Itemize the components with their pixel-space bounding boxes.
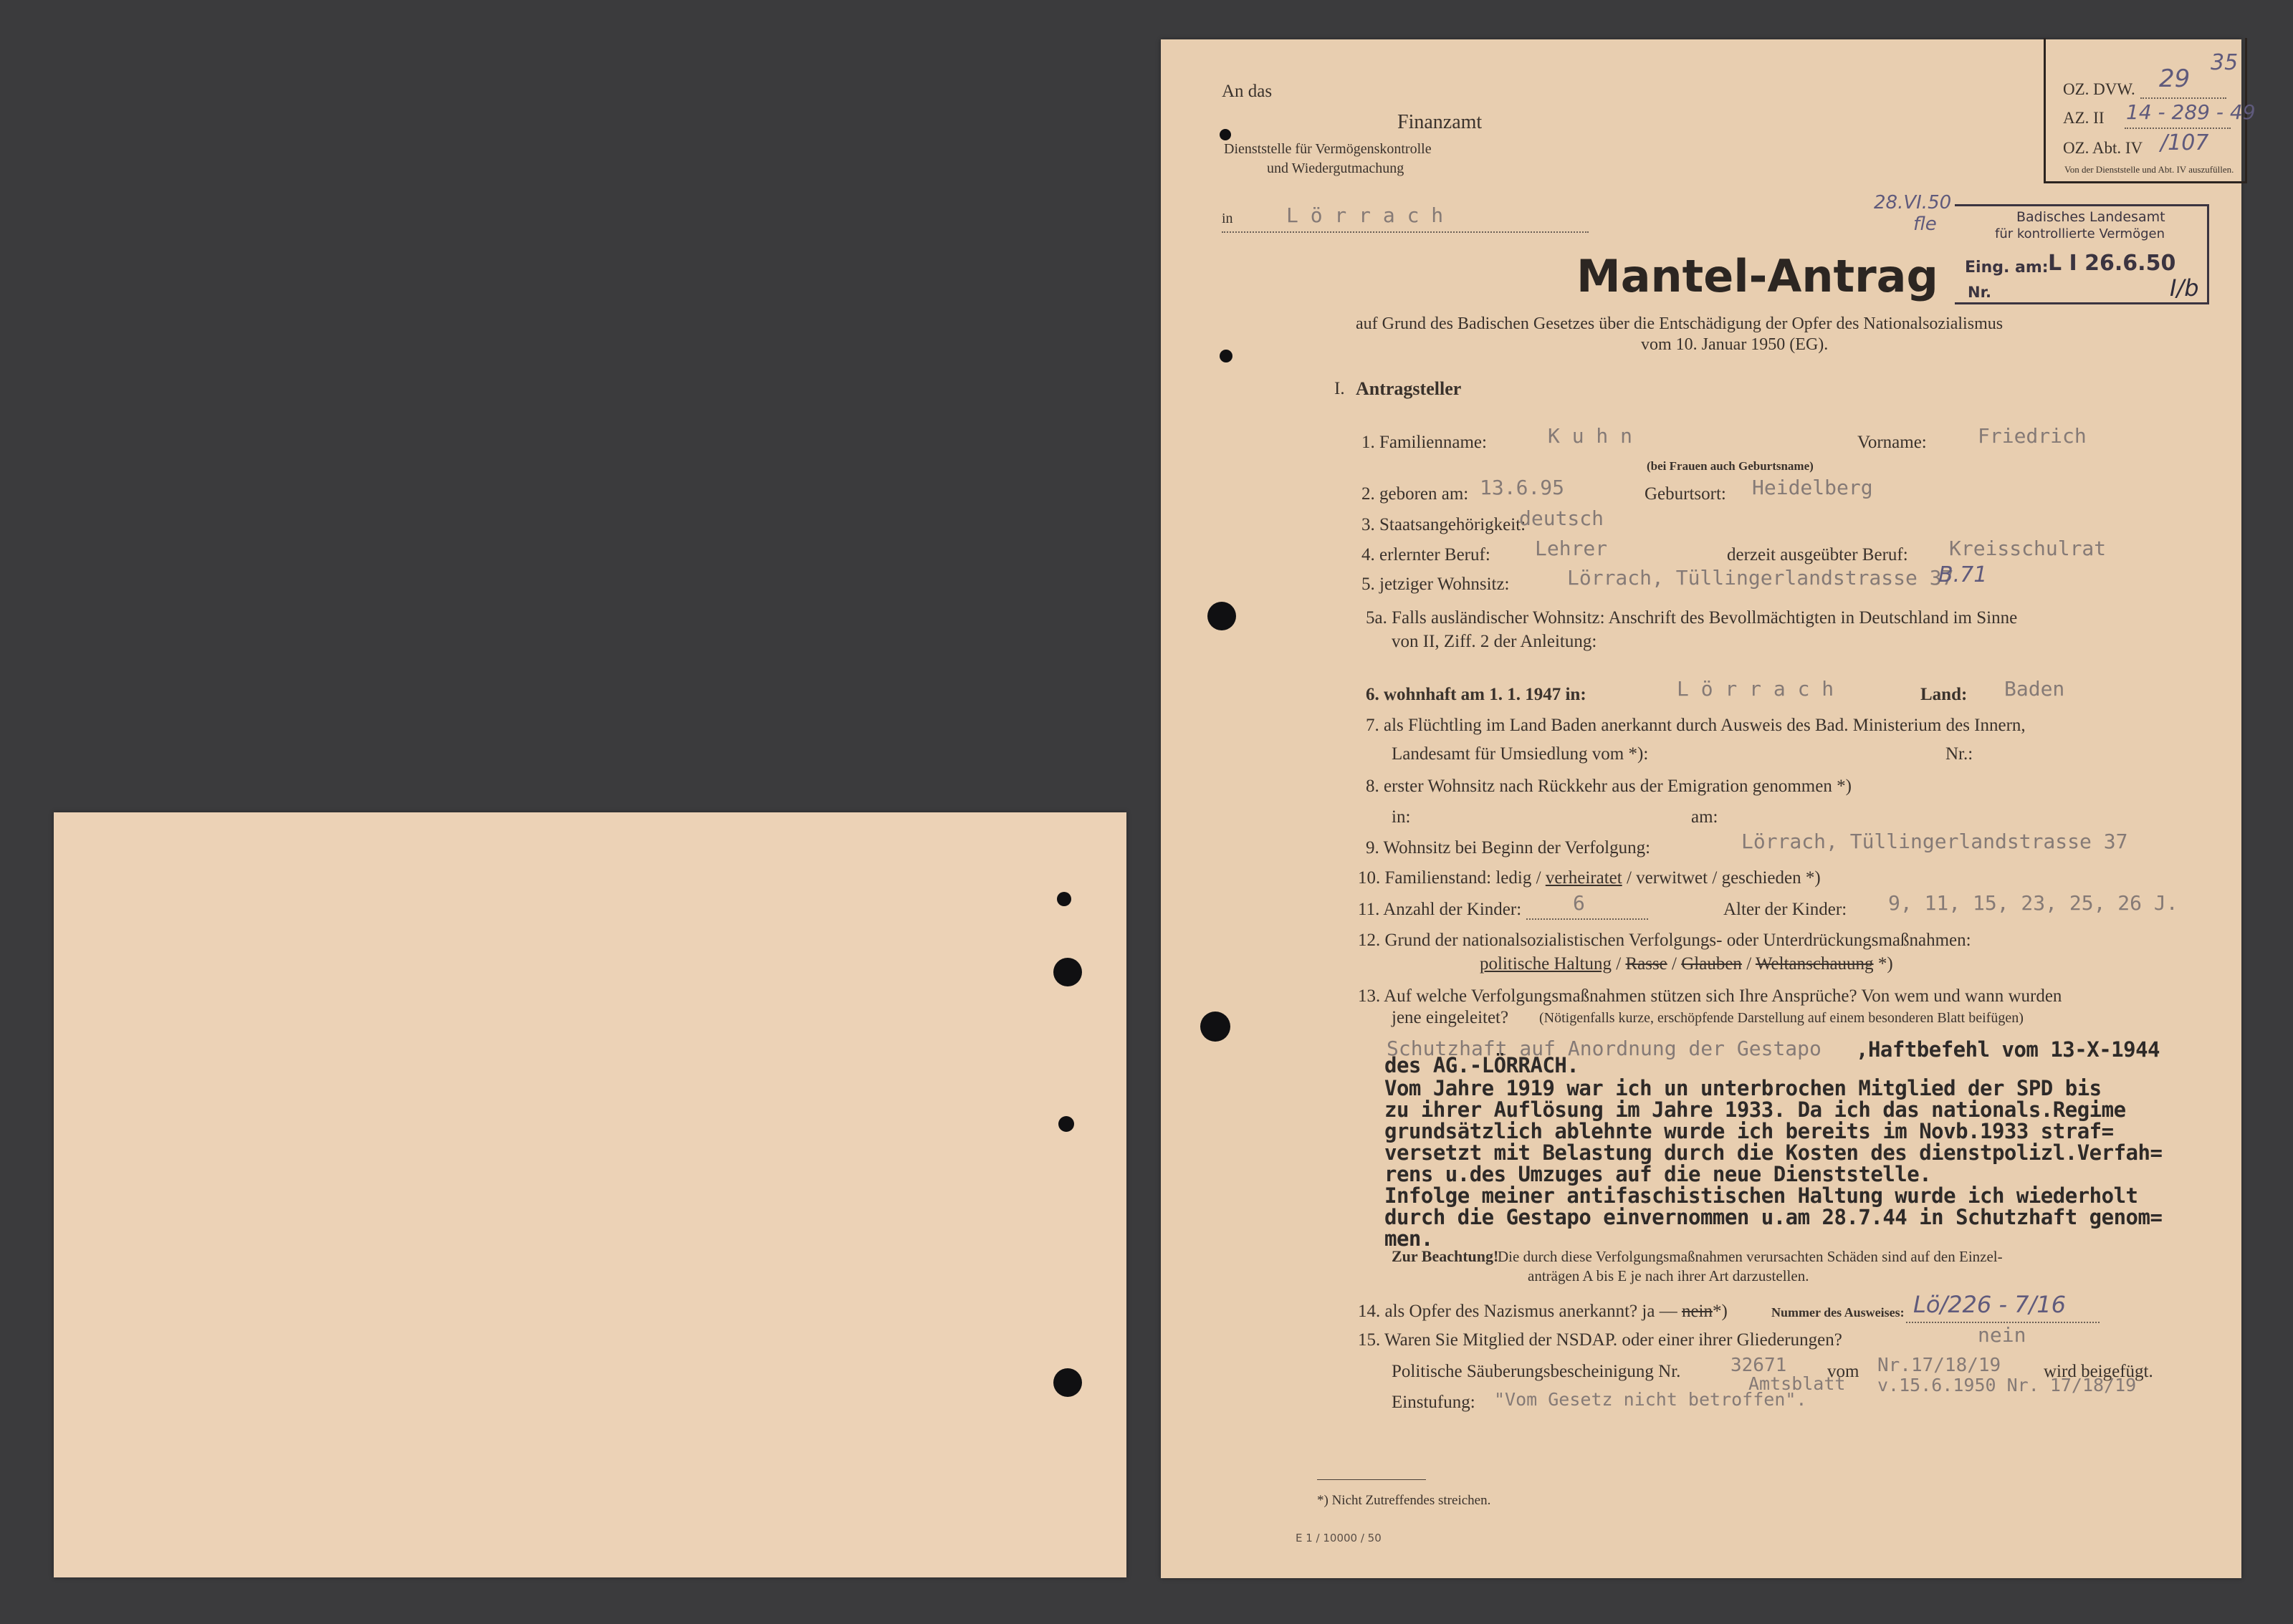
addressee-an: An das xyxy=(1222,82,1273,101)
field-2b-label: Geburtsort: xyxy=(1645,484,1726,504)
punch-hole xyxy=(1057,892,1071,906)
narrative-line: Infolge meiner antifaschistischen Haltung wurde ich wiederholt xyxy=(1384,1183,2138,1208)
field-8-am: am: xyxy=(1691,807,1718,827)
narrative-line: men. xyxy=(1384,1226,1433,1251)
narrative-line: Schutzhaft auf Anordnung der Gestapo xyxy=(1387,1037,1822,1060)
field-1-note: (bei Frauen auch Geburtsname) xyxy=(1647,459,1814,473)
form-subtitle-2: vom 10. Januar 1950 (EG). xyxy=(1641,335,1829,354)
field-11-label: 11. Anzahl der Kinder: xyxy=(1358,900,1522,919)
az-value: 14 - 289 - 49 xyxy=(2126,100,2256,124)
stamp-eing-value: L I 26.6.50 xyxy=(2048,251,2176,276)
field-15-cert-value: 32671 xyxy=(1730,1355,1787,1376)
punch-hole xyxy=(1220,129,1231,140)
field-7-line-1: 7. als Flüchtling im Land Baden anerkannt durch Ausweis des Bad. Ministerium des Innern, xyxy=(1366,716,2026,735)
print-code: E 1 / 10000 / 50 xyxy=(1296,1532,1382,1544)
field-11-value: 6 xyxy=(1573,891,1585,915)
marital-option-ledig: ledig xyxy=(1495,868,1532,888)
field-4-value: Lehrer xyxy=(1535,537,1608,560)
field-7-line-2: Landesamt für Umsiedlung vom *): xyxy=(1392,744,1649,764)
back-sheet xyxy=(54,812,1126,1577)
field-13-line-1: 13. Auf welche Verfolgungsmaßnahmen stützen sich Ihre Ansprüche? Von wem und wann wurden xyxy=(1358,986,2062,1006)
field-12-line-1: 12. Grund der nationalsozialistischen Verfolgungs- oder Unterdrückungsmaßnahmen: xyxy=(1358,931,1971,950)
narrative-line: grundsätzlich ablehnte wurde ich bereits im Novb.1933 straf= xyxy=(1384,1119,2114,1143)
field-1b-label: Vorname: xyxy=(1857,433,1927,452)
field-6b-value: Baden xyxy=(2004,677,2065,701)
reason-option-faith: Glauben xyxy=(1681,954,1742,974)
field-8-in: in: xyxy=(1392,807,1411,827)
field-15-answer: nein xyxy=(1978,1323,2026,1347)
section-number: I. xyxy=(1334,379,1345,398)
narrative-line: ,Haftbefehl vom 13-X-1944 xyxy=(1856,1037,2160,1062)
field-5-label: 5. jetziger Wohnsitz: xyxy=(1361,575,1510,594)
field-13-note: (Nötigenfalls kurze, erschöpfende Darstellung auf einem besonderen Blatt beifügen) xyxy=(1539,1010,2024,1026)
field-2-value: 13.6.95 xyxy=(1480,476,1565,499)
footnote-rule xyxy=(1317,1479,1426,1480)
oz-dvw-extra: 35 xyxy=(2211,50,2239,75)
stamp-nr-value: I/b xyxy=(2170,274,2199,302)
field-15-amtsblatt: Amtsblatt xyxy=(1748,1373,1846,1394)
narrative-line: durch die Gestapo einvernommen u.am 28.7.44 in Schutzhaft genom= xyxy=(1384,1205,2163,1229)
addressee-in-label: in xyxy=(1222,211,1233,226)
narrative-line: rens u.des Umzuges auf die neue Dienststelle. xyxy=(1384,1162,1932,1186)
field-15-vom-value: Nr.17/18/19 xyxy=(1877,1355,2001,1376)
field-15-amtsblatt-line: v.15.6.1950 Nr. 17/18/19 xyxy=(1877,1375,2137,1395)
stamp-initials: fle xyxy=(1913,213,1937,235)
stamp-line-1: Badisches Landesamt xyxy=(2016,209,2165,225)
reason-option-politics: politische Haltung xyxy=(1480,954,1612,974)
field-10-label-text: 10. Familienstand: xyxy=(1358,868,1492,888)
field-5-hand: B.71 xyxy=(1938,562,1988,587)
field-1-value: K u h n xyxy=(1548,424,1633,448)
recognized-no: nein xyxy=(1681,1302,1713,1321)
form-sheet xyxy=(1161,39,2256,1578)
reason-option-worldview: Weltanschauung xyxy=(1755,954,1874,974)
field-12-options: politische Haltung / Rasse / Glauben / Weltanschauung *) xyxy=(1480,954,1893,974)
field-6b-label: Land: xyxy=(1920,685,1968,704)
narrative-line: des AG.-LÖRRACH. xyxy=(1384,1053,1579,1077)
punch-hole xyxy=(1200,1012,1230,1042)
field-15-einstufung-value: "Vom Gesetz nicht betroffen". xyxy=(1494,1389,1807,1410)
addressee-underline xyxy=(1222,231,1589,233)
form-subtitle-1: auf Grund des Badischen Gesetzes über die Entschädigung der Opfer des Nationalsozialismus xyxy=(1356,314,2004,333)
field-14-ausweis-label: Nummer des Ausweises: xyxy=(1771,1305,1905,1320)
field-2-label: 2. geboren am: xyxy=(1361,484,1469,504)
field-11b-value: 9, 11, 15, 23, 25, 26 J. xyxy=(1888,891,2178,915)
stamp-eing-label: Eing. am: xyxy=(1965,259,2049,277)
footnote: *) Nicht Zutreffendes streichen. xyxy=(1317,1493,1491,1508)
note-label: Zur Beachtung! xyxy=(1392,1247,1499,1265)
stamp-line-2: für kontrollierte Vermögen xyxy=(1995,226,2165,241)
punch-hole xyxy=(1207,602,1236,630)
oz-dvw-value: 29 xyxy=(2159,64,2191,93)
marital-option-verheiratet: verheiratet xyxy=(1545,868,1622,888)
field-15-cert-label: Politische Säuberungsbescheinigung Nr. xyxy=(1392,1362,1681,1381)
narrative-line: Vom Jahre 1919 war ich un unterbrochen Mitglied der SPD bis xyxy=(1384,1076,2102,1100)
field-15-vom: vom xyxy=(1827,1362,1859,1381)
field-10-label: 10. Familienstand: ledig / verheiratet / verwitwet / geschieden *) xyxy=(1358,868,1821,888)
section-title: Antragsteller xyxy=(1356,378,1462,399)
field-4b-value: Kreisschulrat xyxy=(1949,537,2107,560)
abt-label: OZ. Abt. IV xyxy=(2063,139,2143,157)
punch-hole xyxy=(1053,1368,1082,1397)
field-5-value: Lörrach, Tüllingerlandstrasse 37 xyxy=(1567,566,1954,590)
recognized-yes: ja — xyxy=(1642,1302,1677,1321)
punch-hole xyxy=(1058,1116,1074,1132)
stamp-nr-label: Nr. xyxy=(1968,284,1991,301)
abt-value: /107 xyxy=(2160,130,2209,155)
marital-option-verwitwet: verwitwet xyxy=(1636,868,1708,888)
field-6-value: L ö r r a c h xyxy=(1677,677,1834,701)
addressee-dept-2: und Wiedergutmachung xyxy=(1267,160,1404,176)
field-11b-label: Alter der Kinder: xyxy=(1723,900,1847,919)
receipt-stamp xyxy=(1955,204,2209,304)
field-14-ausweis-value: Lö/226 - 7/16 xyxy=(1913,1291,2067,1318)
field-13-line-2: jene eingeleitet? xyxy=(1392,1008,1509,1027)
punch-hole xyxy=(1053,958,1082,986)
reason-option-race: Rasse xyxy=(1625,954,1667,974)
narrative-line: versetzt mit Belastung durch die Kosten des dienstpolizl.Verfah= xyxy=(1384,1140,2163,1165)
punch-hole xyxy=(1220,350,1232,362)
field-2b-value: Heidelberg xyxy=(1752,476,1873,499)
form-title: Mantel-Antrag xyxy=(1576,250,1938,302)
field-6-label: 6. wohnhaft am 1. 1. 1947 in: xyxy=(1366,685,1586,704)
field-1-label: 1. Familienname: xyxy=(1361,433,1487,452)
oz-dvw-label: OZ. DVW. xyxy=(2063,80,2135,98)
field-9-value: Lörrach, Tüllingerlandstrasse 37 xyxy=(1741,830,2128,853)
field-9-label: 9. Wohnsitz bei Beginn der Verfolgung: xyxy=(1366,838,1651,857)
ref-note: Von der Dienststelle und Abt. IV auszufüllen. xyxy=(2064,164,2234,175)
field-4-label: 4. erlernter Beruf: xyxy=(1361,545,1490,564)
field-15-line-1: 15. Waren Sie Mitglied der NSDAP. oder einer ihrer Gliederungen? xyxy=(1358,1330,1842,1350)
field-5a-line-2: von II, Ziff. 2 der Anleitung: xyxy=(1392,632,1597,651)
field-3-value: deutsch xyxy=(1519,506,1604,530)
addressee-dept-1: Dienststelle für Vermögenskontrolle xyxy=(1224,141,1432,157)
narrative-line: zu ihrer Auflösung im Jahre 1933. Da ich das nationals.Regime xyxy=(1384,1097,2126,1122)
note-line-1: Die durch diese Verfolgungsmaßnahmen verursachten Schäden sind auf den Einzel- xyxy=(1498,1248,2003,1265)
field-1b-value: Friedrich xyxy=(1978,424,2087,448)
note-line-2: anträgen A bis E je nach ihrer Art darzustellen. xyxy=(1528,1267,1809,1284)
field-14-line: 14. als Opfer des Nazismus anerkannt? ja — nein*) xyxy=(1358,1302,1728,1321)
field-8-line-1: 8. erster Wohnsitz nach Rückkehr aus der Emigration genommen *) xyxy=(1366,777,1852,796)
field-5a-line-1: 5a. Falls ausländischer Wohnsitz: Anschrift des Bevollmächtigten in Deutschland im Sinne xyxy=(1366,608,2018,628)
reference-box xyxy=(2044,38,2256,183)
field-3-label: 3. Staatsangehörigkeit: xyxy=(1361,515,1526,534)
addressee-city: L ö r r a c h xyxy=(1286,203,1444,227)
marital-option-geschieden: geschieden xyxy=(1721,868,1801,888)
addressee-office: Finanzamt xyxy=(1397,111,1483,133)
stamp-date-note: 28.VI.50 xyxy=(1874,192,1952,213)
az-label: AZ. II xyxy=(2063,109,2105,127)
field-4b-label: derzeit ausgeübter Beruf: xyxy=(1727,545,1908,564)
field-15-einstufung-label: Einstufung: xyxy=(1392,1393,1475,1412)
field-7-nr: Nr.: xyxy=(1945,744,1973,764)
field-15-beigefuegt: wird beigefügt. xyxy=(2044,1362,2153,1381)
